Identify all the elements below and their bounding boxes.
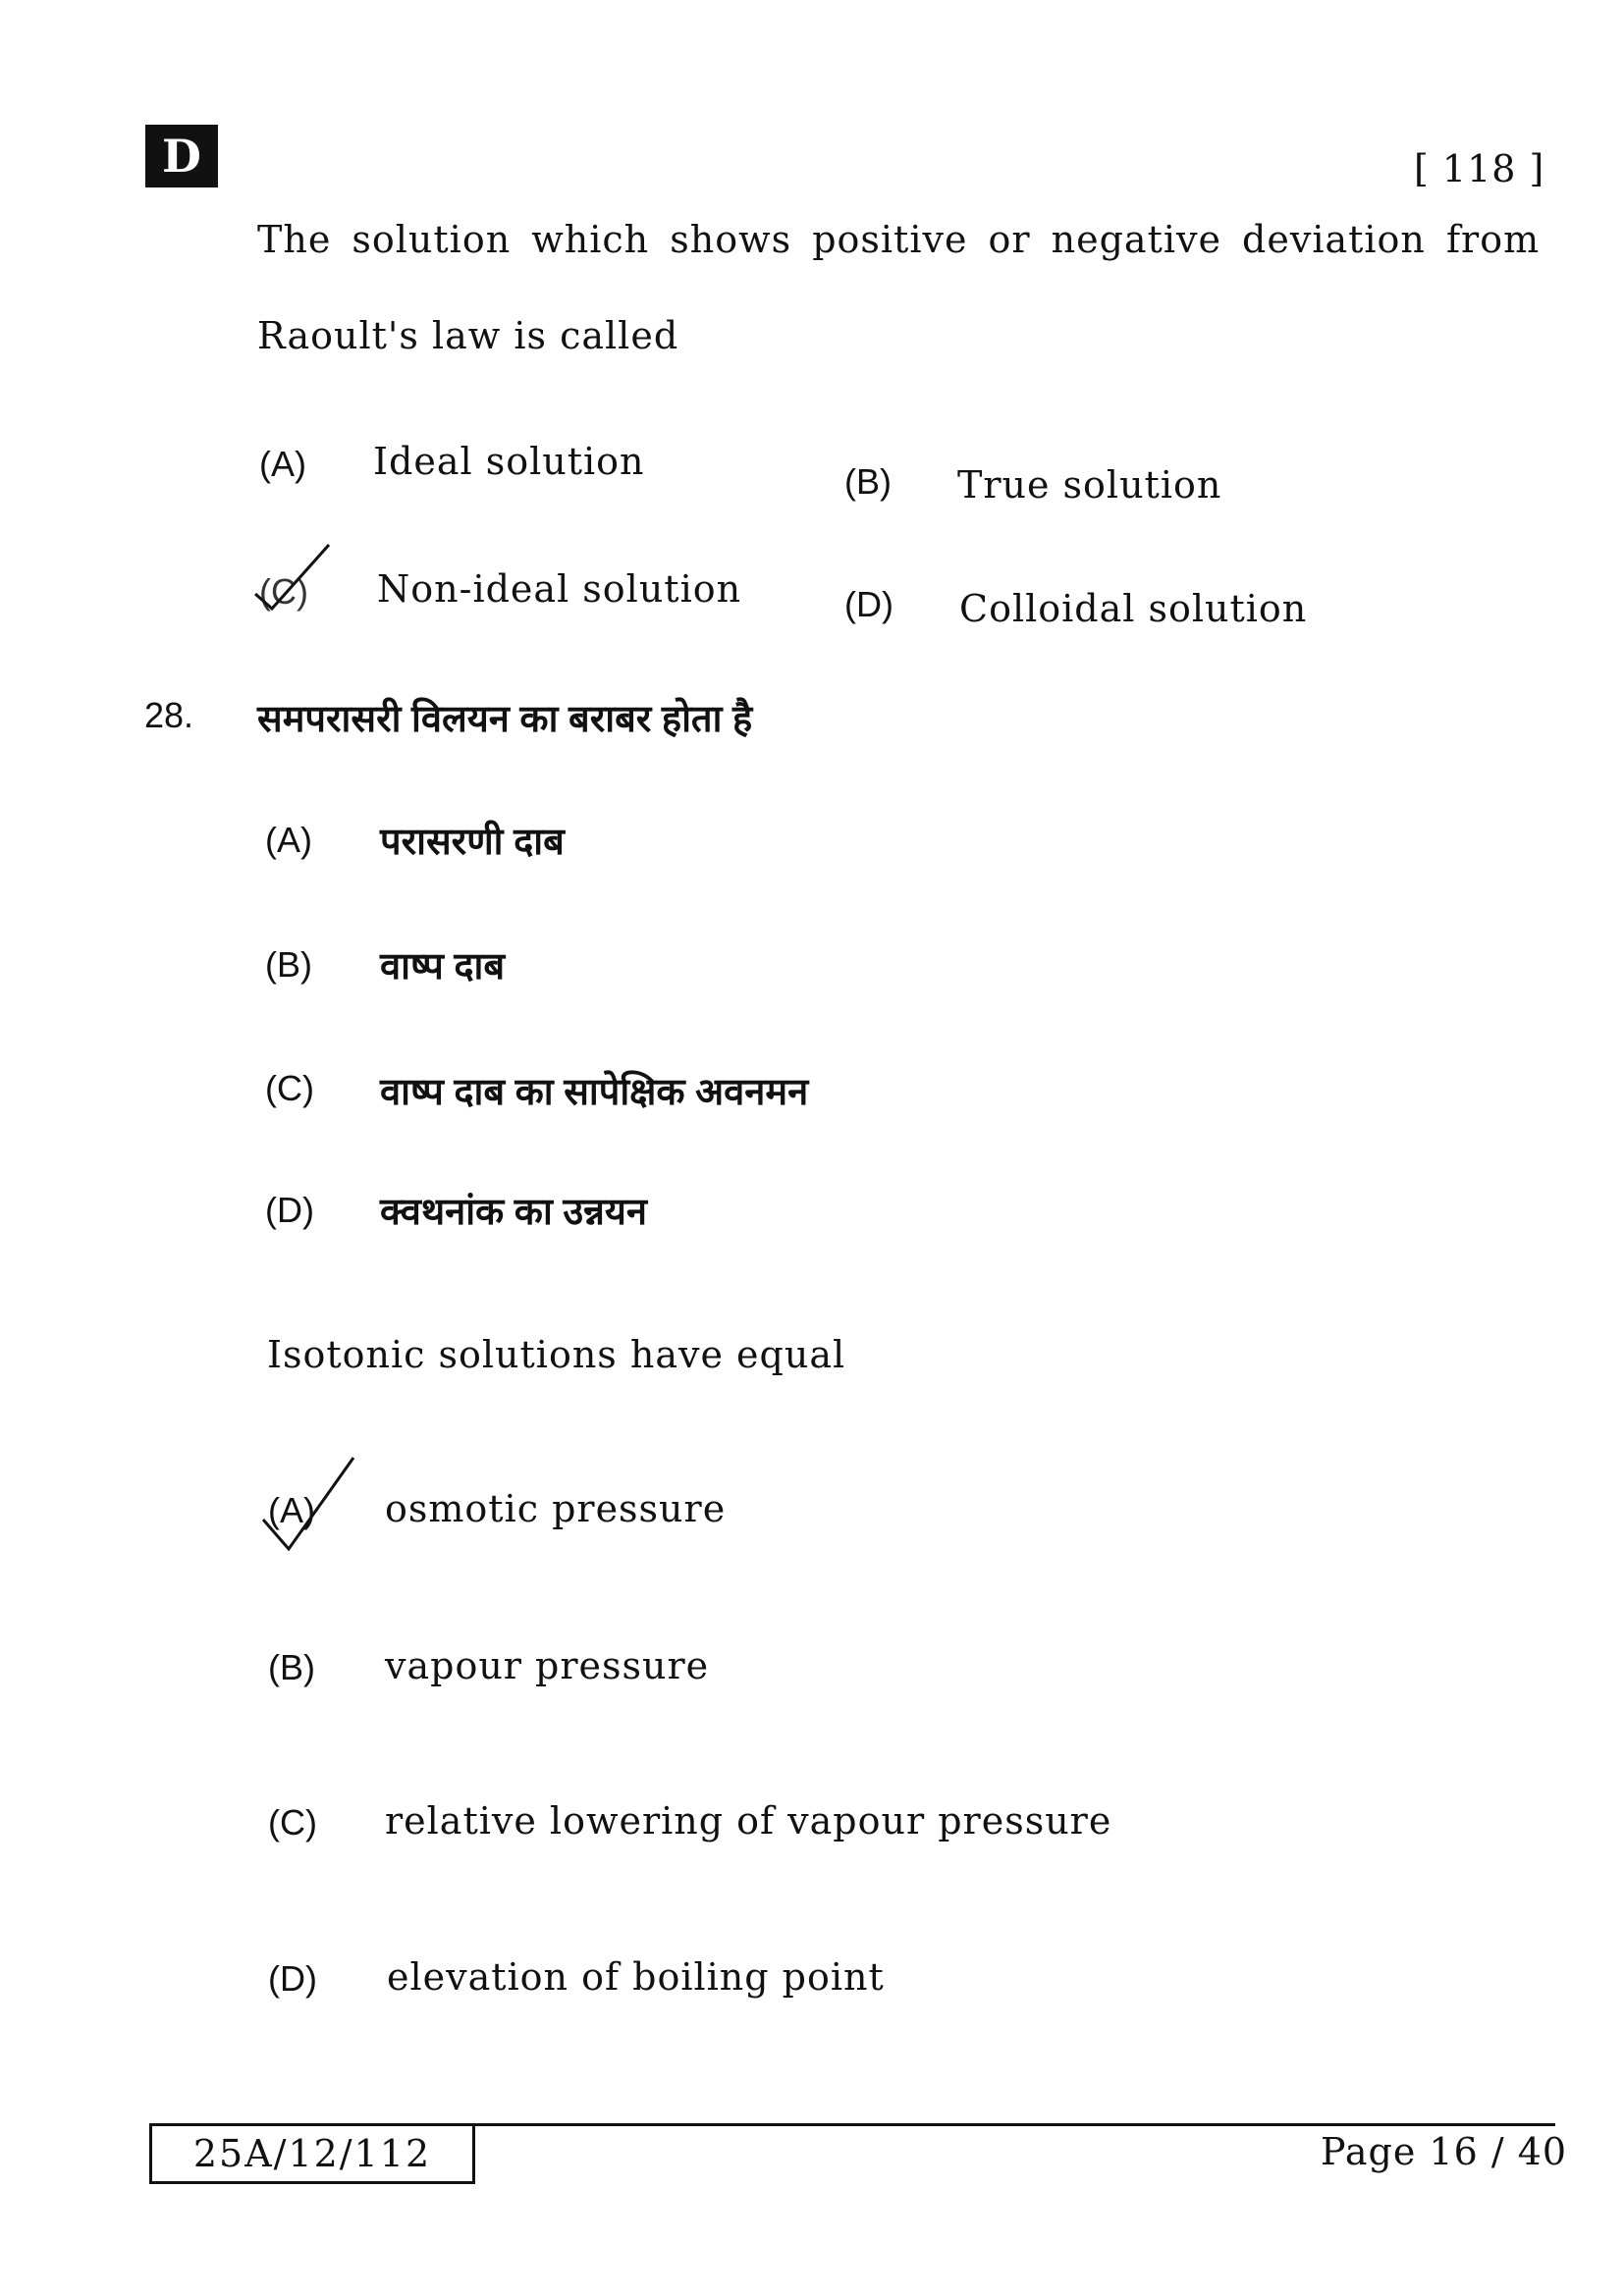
- handwritten-check-icon: [250, 540, 339, 618]
- q27-option-d-label: (D): [844, 584, 893, 624]
- q28e-option-a-text: osmotic pressure: [385, 1487, 727, 1530]
- q28e-option-b-label: (B): [268, 1647, 315, 1687]
- q27-option-a-text: Ideal solution: [373, 440, 645, 483]
- q27-option-c-label: (C): [259, 571, 308, 612]
- question-28-hindi-text: समपरासरी विलयन का बराबर होता है: [257, 699, 753, 740]
- footer-divider: [473, 2123, 1555, 2126]
- q28h-option-a-label: (A): [265, 820, 312, 860]
- q28e-option-c-text: relative lowering of vapour pressure: [385, 1799, 1112, 1842]
- q28e-option-c-label: (C): [268, 1802, 317, 1842]
- q28e-option-d-label: (D): [268, 1958, 317, 1999]
- q28h-option-a-text: परासरणी दाब: [380, 822, 565, 863]
- q27-option-b-label: (B): [844, 461, 892, 502]
- page-code: [ 118 ]: [1414, 147, 1545, 190]
- paper-code-box: 25A/12/112: [149, 2123, 475, 2184]
- q28h-option-b-text: वाष्प दाब: [380, 946, 506, 988]
- question-27-text-line1: The solution which shows positive or negative deviation from: [257, 218, 1541, 261]
- q28h-option-d-label: (D): [265, 1190, 314, 1230]
- q28e-option-a-label: (A): [268, 1490, 315, 1530]
- q27-option-b-text: True solution: [957, 463, 1222, 507]
- page-number: Page 16 / 40: [1321, 2130, 1568, 2173]
- q28h-option-c-label: (C): [265, 1068, 314, 1108]
- q27-option-a-label: (A): [259, 444, 306, 484]
- set-code-badge: D: [145, 125, 218, 187]
- q28h-option-c-text: वाष्प दाब का सापेक्षिक अवनमन: [380, 1072, 809, 1113]
- q28e-option-b-text: vapour pressure: [385, 1644, 710, 1687]
- question-28-english-text: Isotonic solutions have equal: [267, 1333, 846, 1376]
- q28e-option-d-text: elevation of boiling point: [387, 1955, 885, 1999]
- handwritten-check-icon: [257, 1453, 355, 1561]
- q28h-option-d-text: क्वथनांक का उन्नयन: [380, 1192, 647, 1233]
- question-27-text-line2: Raoult's law is called: [257, 314, 679, 357]
- q27-option-d-text: Colloidal solution: [959, 587, 1308, 630]
- q28h-option-b-label: (B): [265, 944, 312, 985]
- question-28-number: 28.: [144, 695, 194, 735]
- q27-option-c-text: Non-ideal solution: [377, 567, 742, 611]
